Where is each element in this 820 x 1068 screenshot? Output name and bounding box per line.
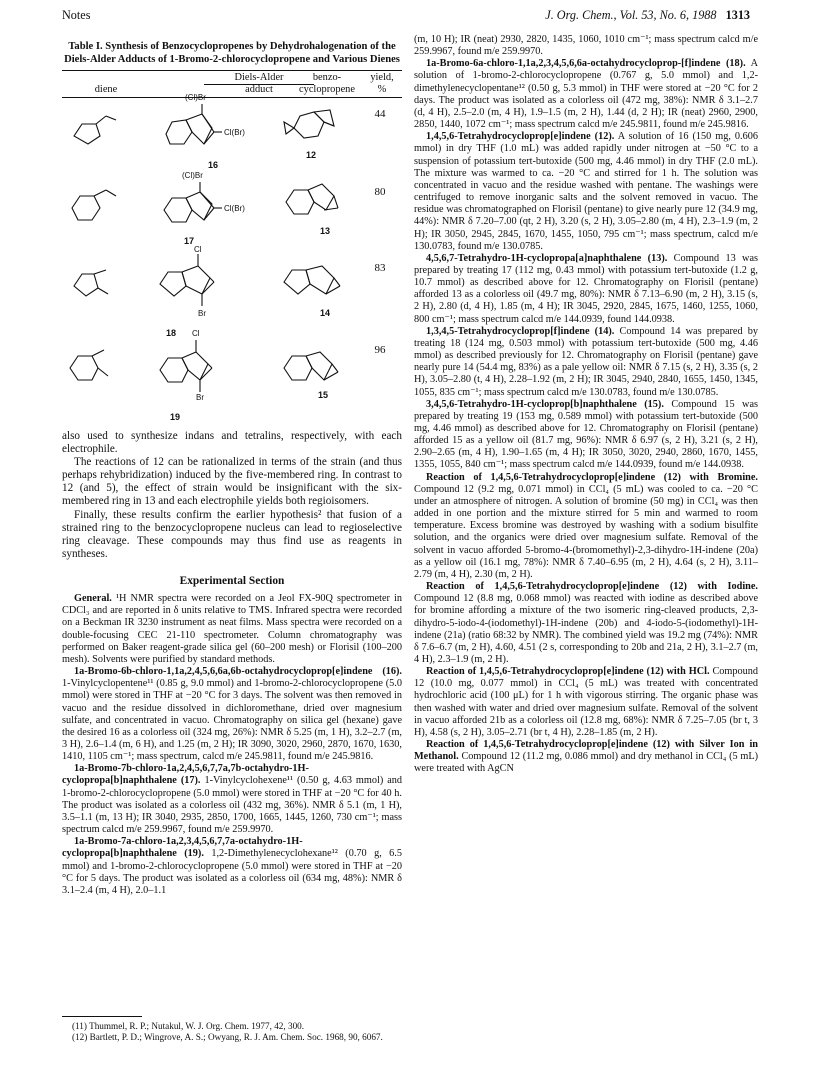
product-13-icon <box>286 184 338 214</box>
hcl-text: Compound 12 (10.0 mg, 0.077 mmol) in CCl₄ (5 mL) was treated with concentrated hydrochloric acid (100 μL) for 1 h with vigorous stirring. The organic phase was then washed with water and dried over magnesium sulfate. Removal of the solvent in vacuo afforded 21b as a colorless oil (12.8 mg, 68%): NMR δ 7.25–7.05 (br t, 3 H), 4.58 (s, 2 H), 3.05–2.71 (br t, 4 H), 2.28–1.85 (m, 2 H). <box>414 666 759 738</box>
section-heading: Experimental Section <box>179 574 285 587</box>
adduct-19-icon <box>160 340 212 392</box>
row4-product-number: 15 <box>318 390 329 400</box>
para-compound-14 <box>414 326 758 399</box>
compound-19-heading: 1a-Bromo-7a-chloro-1a,2,3,4,5,6,7,7a-octahydro-1H-cyclopropa[b]naphthalene (19). <box>62 836 303 860</box>
diene-1-2-dimethylenecyclopentane-icon <box>74 270 108 296</box>
section-label: Notes <box>62 8 91 22</box>
structures-svg <box>62 68 402 430</box>
para-hcl <box>414 666 758 739</box>
para-compound-13 <box>414 253 758 326</box>
table-caption: Table I. Synthesis of Benzocyclopropenes by Dehydrohalogenation of the Diels-Alder Adducts of 1-Bromo-2-chlorocyclopropene and Various Dienes <box>64 41 400 65</box>
compound-12-heading: 1,4,5,6-Tetrahydrocycloprop[e]indene (12). <box>426 131 615 143</box>
row2-yield: 80 <box>374 186 386 198</box>
th-adduct-2: adduct <box>245 84 273 95</box>
row2-sub1: (Cl)Br <box>182 171 203 180</box>
compound-14-text: Compound 14 was prepared by treating 18 (124 mg, 0.503 mmol) with potassium tert-butoxide (500 mg, 4.46 mmol) as described previously for 12. Chromatography on Florisil (pentane) gave nearly pure 14 (54.4 mg, 83%) as a pale yellow oil: NMR δ 7.15 (s, 2 H), 3.35 (s, 2 H), 3.05–2.80 (t, 4 H), 2.28–1.92 (m, 2 H); IR 3045, 2940, 2840, 1655, 1450, 1345, 1055, 835 cm⁻¹; mass spectrum calcd m/e 130.0783, found m/e 130.0785. <box>414 325 758 398</box>
silver-heading: Reaction of 1,4,5,6-Tetrahydrocycloprop[e]indene (12) with Silver Ion in Methanol. <box>414 739 758 763</box>
bromine-text: Compound 12 (9.2 mg, 0.071 mmol) in CCl₄ (5 mL) was cooled to ca. −20 °C under an atmosphere of nitrogen. A solution of bromine (50 mg) in CCl₄ was then added in one portion and the mixture stirred for 5 min and warmed to room temperature. Excess bromine was destroyed by washing with a sodium bisulfite solution, and the organics were dried over magnesium sulfate. Removal of the solvent in vacuo afforded 5-bromo-4-(bromomethyl)-2,3-dihydro-1H-indene (20a) as a yellow oil (16.1 mg, 78%): NMR δ 7.40–6.95 (m, 2 H), 4.64 (s, 2 H), 3.11–2.79 (m, 4 H), 2.30 (m, 2 H). <box>414 483 758 580</box>
row1-adduct-number: 16 <box>208 160 219 170</box>
adduct-18-icon <box>160 254 214 306</box>
para-general <box>62 593 402 666</box>
compound-15-heading: 3,4,5,6-Tetrahydro-1H-cycloprop[b]naphthalene (15). <box>426 398 664 410</box>
row3-product-number: 14 <box>320 308 331 318</box>
th-adduct-1: Diels-Alder <box>204 72 314 85</box>
iodine-heading: Reaction of 1,4,5,6-Tetrahydrocycloprop[e]indene (12) with Iodine. <box>426 581 758 593</box>
bromine-heading: Reaction of 1,4,5,6-Tetrahydrocycloprop[e]indene (12) with Bromine. <box>426 471 758 483</box>
th-yield-2: % <box>377 84 387 95</box>
table-1 <box>62 68 402 430</box>
para-conclusion: Finally, these results confirm the earlier hypothesis² that fusion of a strained ring to the benzocyclopropene nucleus can lead to regioselective ring cleavage. These compounds may thus find use as reagents in syntheses. <box>62 508 402 560</box>
para-silver <box>414 739 758 775</box>
row1-sub2: Cl(Br) <box>224 128 245 137</box>
para-compound-19 <box>62 836 402 897</box>
journal-name: J. Org. Chem., <box>545 8 617 22</box>
row3-yield: 83 <box>374 262 386 274</box>
footnotes <box>62 1016 402 1043</box>
para-compound-18 <box>414 58 758 131</box>
compound-13-heading: 4,5,6,7-Tetrahydro-1H-cyclopropa[a]naphthalene (13). <box>426 252 668 264</box>
para-continued: (m, 10 H); IR (neat) 2930, 2820, 1435, 1060, 1010 cm⁻¹; mass spectrum calcd m/e 259.9967, found m/e 259.9970. <box>414 34 758 58</box>
left-column <box>62 40 402 897</box>
compound-18-text: A solution of 1-bromo-2-chlorocyclopropene (0.767 g, 5.0 mmol) and 1,2-dimethylenecyclopentane¹² (0.50 g, 5.3 mmol) in THF were stored at −20 °C for 2 days. The product was isolated as a colorless oil (472 mg, 38%): NMR δ 3.1–2.7 (d, 4 H), 2.5–2.0 (m, 4 H), 1.9–1.5 (m, 2 H), 1.44 (d, 2 H); IR (neat) 2960, 2900, 2850, 1440, 1072 cm⁻¹; mass spectrum calcd m/e 245.9811, found m/e 245.9816. <box>414 58 758 131</box>
th-yield-1: yield, <box>370 72 394 83</box>
row4-yield: 96 <box>374 344 386 356</box>
footnote-rule <box>62 1016 142 1017</box>
diene-1-vinylcyclopentene-icon <box>74 116 116 144</box>
silver-text: Compound 12 (11.2 mg, 0.086 mmol) and dry methanol in CCl₄ (5 mL) were treated with AgCN <box>414 751 759 775</box>
row4-sub2: Br <box>196 393 204 402</box>
para-compound-17 <box>62 763 402 836</box>
row1-sub1: (Cl)Br <box>185 93 206 102</box>
row4-sub1: Cl <box>192 329 200 338</box>
th-diene: diene <box>94 84 118 95</box>
product-15-icon <box>284 352 338 380</box>
th-benzo-2: cyclopropene <box>299 84 355 95</box>
adduct-17-icon <box>164 182 222 222</box>
para-bromine <box>414 472 758 581</box>
general-text: ¹H NMR spectra were recorded on a Jeol FX-90Q spectrometer in CDCl₃ and are reported in δ units relative to TMS. Infrared spectra were recorded on a Beckman IR 3230 instrument as neat films. Mass spectra were recorded on a double-focusing CEC 21-110 spectrometer. Column chromatography was performed on Baker reagent-grade silica gel (60–200 mesh) or Florisil (100–200 mesh). Solvents were purified by standard methods. <box>62 593 403 665</box>
para-compound-12 <box>414 131 758 253</box>
compound-15-text: Compound 15 was prepared by treating 19 (153 mg, 0.589 mmol) with potassium tert-butoxide (500 mg, 4.46 mmol) as described above for 12. Chromatography on Florisil (pentane) afforded 15 as a yellow oil (81.7 mg, 96%): NMR δ 6.97 (s, 2 H), 3.21 (s, 2 H), 2.90–2.65 (m, 4 H), 1.90–1.65 (m, 4 H); IR 3050, 3020, 2940, 2860, 1670, 1455, 1355, 1055, 840 cm⁻¹; mass spectrum calcd m/e 144.0939, found m/e 144.0938. <box>414 398 758 471</box>
diene-1-2-dimethylenecyclohexane-icon <box>70 350 108 380</box>
row1-yield: 44 <box>374 108 386 120</box>
general-heading: General. <box>74 593 112 605</box>
compound-17-heading: 1a-Bromo-7b-chloro-1a,2,4,5,6,7,7a,7b-octahydro-1H-cyclopropa[b]naphthalene (17). <box>62 763 309 787</box>
right-column <box>414 34 758 776</box>
row2-product-number: 13 <box>320 226 331 236</box>
product-14-icon <box>284 266 340 294</box>
journal-volume: Vol. 53, No. 6, 1988 <box>619 8 717 22</box>
adduct-16-icon <box>166 104 222 144</box>
compound-14-heading: 1,3,4,5-Tetrahydrocycloprop[f]indene (14). <box>426 325 615 337</box>
row2-adduct-number: 17 <box>184 236 195 246</box>
para-iodine <box>414 581 758 666</box>
compound-12-text: A solution of 16 (150 mg, 0.606 mmol) in dry THF (1.0 mL) was added rapidly under nitrogen at −50 °C to a suspension of potassium tert-butoxide (500 mg, 4.46 mmol) in dry THF (2.0 mL). The mixture was warmed to ca. −20 °C and stirred for 1 h. The solution was concentrated in vacuo and the residue washed with pentane. The washings were centrifuged to remove inorganic salts and the solvent removed in vacuo. The residue was chromatographed on Florisil (pentane) to give nearly pure 12 (34.9 mg, 44%): NMR δ 7.20–7.00 (qt, 2 H), 3.20 (s, 2 H), 3.05–2.80 (m, 4 H), 2.3–1.9 (m, 2 H); IR 3050, 2945, 2845, 1670, 1455, 1050, 795 cm⁻¹; mass spectrum, calcd m/e 130.0783, found m/e 130.0785. <box>414 131 758 252</box>
row2-sub2: Cl(Br) <box>224 204 245 213</box>
row3-adduct-number: 18 <box>166 328 177 338</box>
compound-16-text: 1-Vinylcyclopentene¹¹ (0.85 g, 9.0 mmol) and 1-bromo-2-chlorocyclopropene (5.0 mmol) were stored in THF at −20 °C for 3 days. The solvent was then removed in vacuo and the residue dissolved in dichloromethane, dried over magnesium sulfate, and concentrated in vacuo. Chromatography on silica gel (hexane) gave the desired 16 as a colorless oil (324 mg, 26%): NMR δ 5.25 (m, 1 H), 3.2–2.7 (m, 3 H), 2.6–1.4 (m, 6 H), and 1.25 (m, 2 H); IR 3090, 3020, 2960, 2870, 1670, 1630, 1410, 1105 cm⁻¹; mass spectrum, calcd m/e 245.9811, found m/e 245.9816. <box>62 678 402 763</box>
para-compound-15 <box>414 399 758 472</box>
hcl-heading: Reaction of 1,4,5,6-Tetrahydrocycloprop[e]indene (12) with HCl. <box>426 666 710 678</box>
compound-16-heading: 1a-Bromo-6b-chloro-1,1a,2,4,5,6,6a,6b-octahydrocycloprop[e]indene (16). <box>74 666 402 678</box>
compound-19-text: 1,2-Dimethylenecyclohexane¹² (0.70 g, 6.5 mmol) and 1-bromo-2-chlorocyclopropene (5.0 mmol) were stored in THF at −20 °C for 5 days. The product was isolated as a colorless oil (634 mg, 48%): NMR δ 3.1–2.4 (m, 4 H), 2.0–1.1 <box>62 848 402 896</box>
row3-sub1: Cl <box>194 245 202 254</box>
page-header <box>62 8 750 26</box>
iodine-text: Compound 12 (8.8 mg, 0.068 mmol) was reacted with iodine as described above for bromine affording a mixture of the two isomeric ring-cleaved products, 2,3-dihydro-5-iodo-4-(iodomethyl)-1H-indene (20b) and 4-iodo-5-(iodomethyl)-1H-indene (21a) (ratio 68:32 by NMR). The combined yield was 19.2 mg (74%): NMR δ 7.6–6.7 (m, 2 H), 4.60, 4.51 (2 s, corresponding to 20b and 21a, 2 H), 3.1–2.7 (m, 4 H), 2.3–1.9 (m, 2 H). <box>414 593 758 665</box>
row1-product-number: 12 <box>306 150 317 160</box>
page-number: 1313 <box>725 8 750 22</box>
th-benzo-1: benzo- <box>312 72 342 83</box>
para-compound-16 <box>62 666 402 763</box>
product-12-icon <box>284 110 334 138</box>
row3-sub2: Br <box>198 309 206 318</box>
para-rationalization: The reactions of 12 can be rationalized in terms of the strain (and thus perhaps rehybridization) induced by the five-membered ring. In contrast to 12 (and 5), the effect of strain would be insignificant with the six-membered ring in 13 and each electrophile yields both regioisomers. <box>62 456 402 508</box>
footnote-12: (12) Bartlett, P. D.; Wingrove, A. S.; Owyang, R. J. Am. Chem. Soc. 1968, 90, 6067. <box>72 1032 383 1042</box>
journal-citation <box>545 8 750 23</box>
footnote-11: (11) Thummel, R. P.; Nutakul, W. J. Org. Chem. 1977, 42, 300. <box>72 1021 305 1031</box>
row4-adduct-number: 19 <box>170 412 181 422</box>
compound-17-text: 1-Vinylcyclohexene¹¹ (0.50 g, 4.63 mmol) and 1-bromo-2-chlorocyclopropene (5.0 mmol) were stored in THF at −20 °C for 40 h. The product was isolated as a colorless oil (432 mg, 36%). NMR δ 5.1 (m, 1 H), 3.5–1.1 (m, 13 H); IR 3040, 2935, 2850, 1700, 1665, 1445, 1260, 730 cm⁻¹; mass spectrum calcd m/e 259.9967, found m/e 259.9970. <box>62 775 403 836</box>
diene-1-vinylcyclohexene-icon <box>72 190 116 220</box>
compound-18-heading: 1a-Bromo-6a-chloro-1,1a,2,3,4,5,6,6a-octahydrocycloprop-[f]indene (18). <box>426 58 746 70</box>
compound-13-text: Compound 13 was prepared by treating 17 (112 mg, 0.43 mmol) with potassium tert-butoxide (1.2 g, 10.7 mmol) as described above for 12. Chromatography on Florisil (pentane) afforded 13 as a colorless oil (49.7 mg, 80%): NMR δ 7.13–6.90 (m, 2 H), 3.15 (s, 2 H), 2.80 (d, 4 H), 1.85 (m, 4 H); IR 3045, 2920, 2845, 1675, 1460, 1255, 1060, 800 cm⁻¹; mass spectrum calcd m/e 144.0939, found 144.0938. <box>414 252 758 325</box>
para-electrophile: also used to synthesize indans and tetralins, respectively, with each electrophile. <box>62 430 402 456</box>
